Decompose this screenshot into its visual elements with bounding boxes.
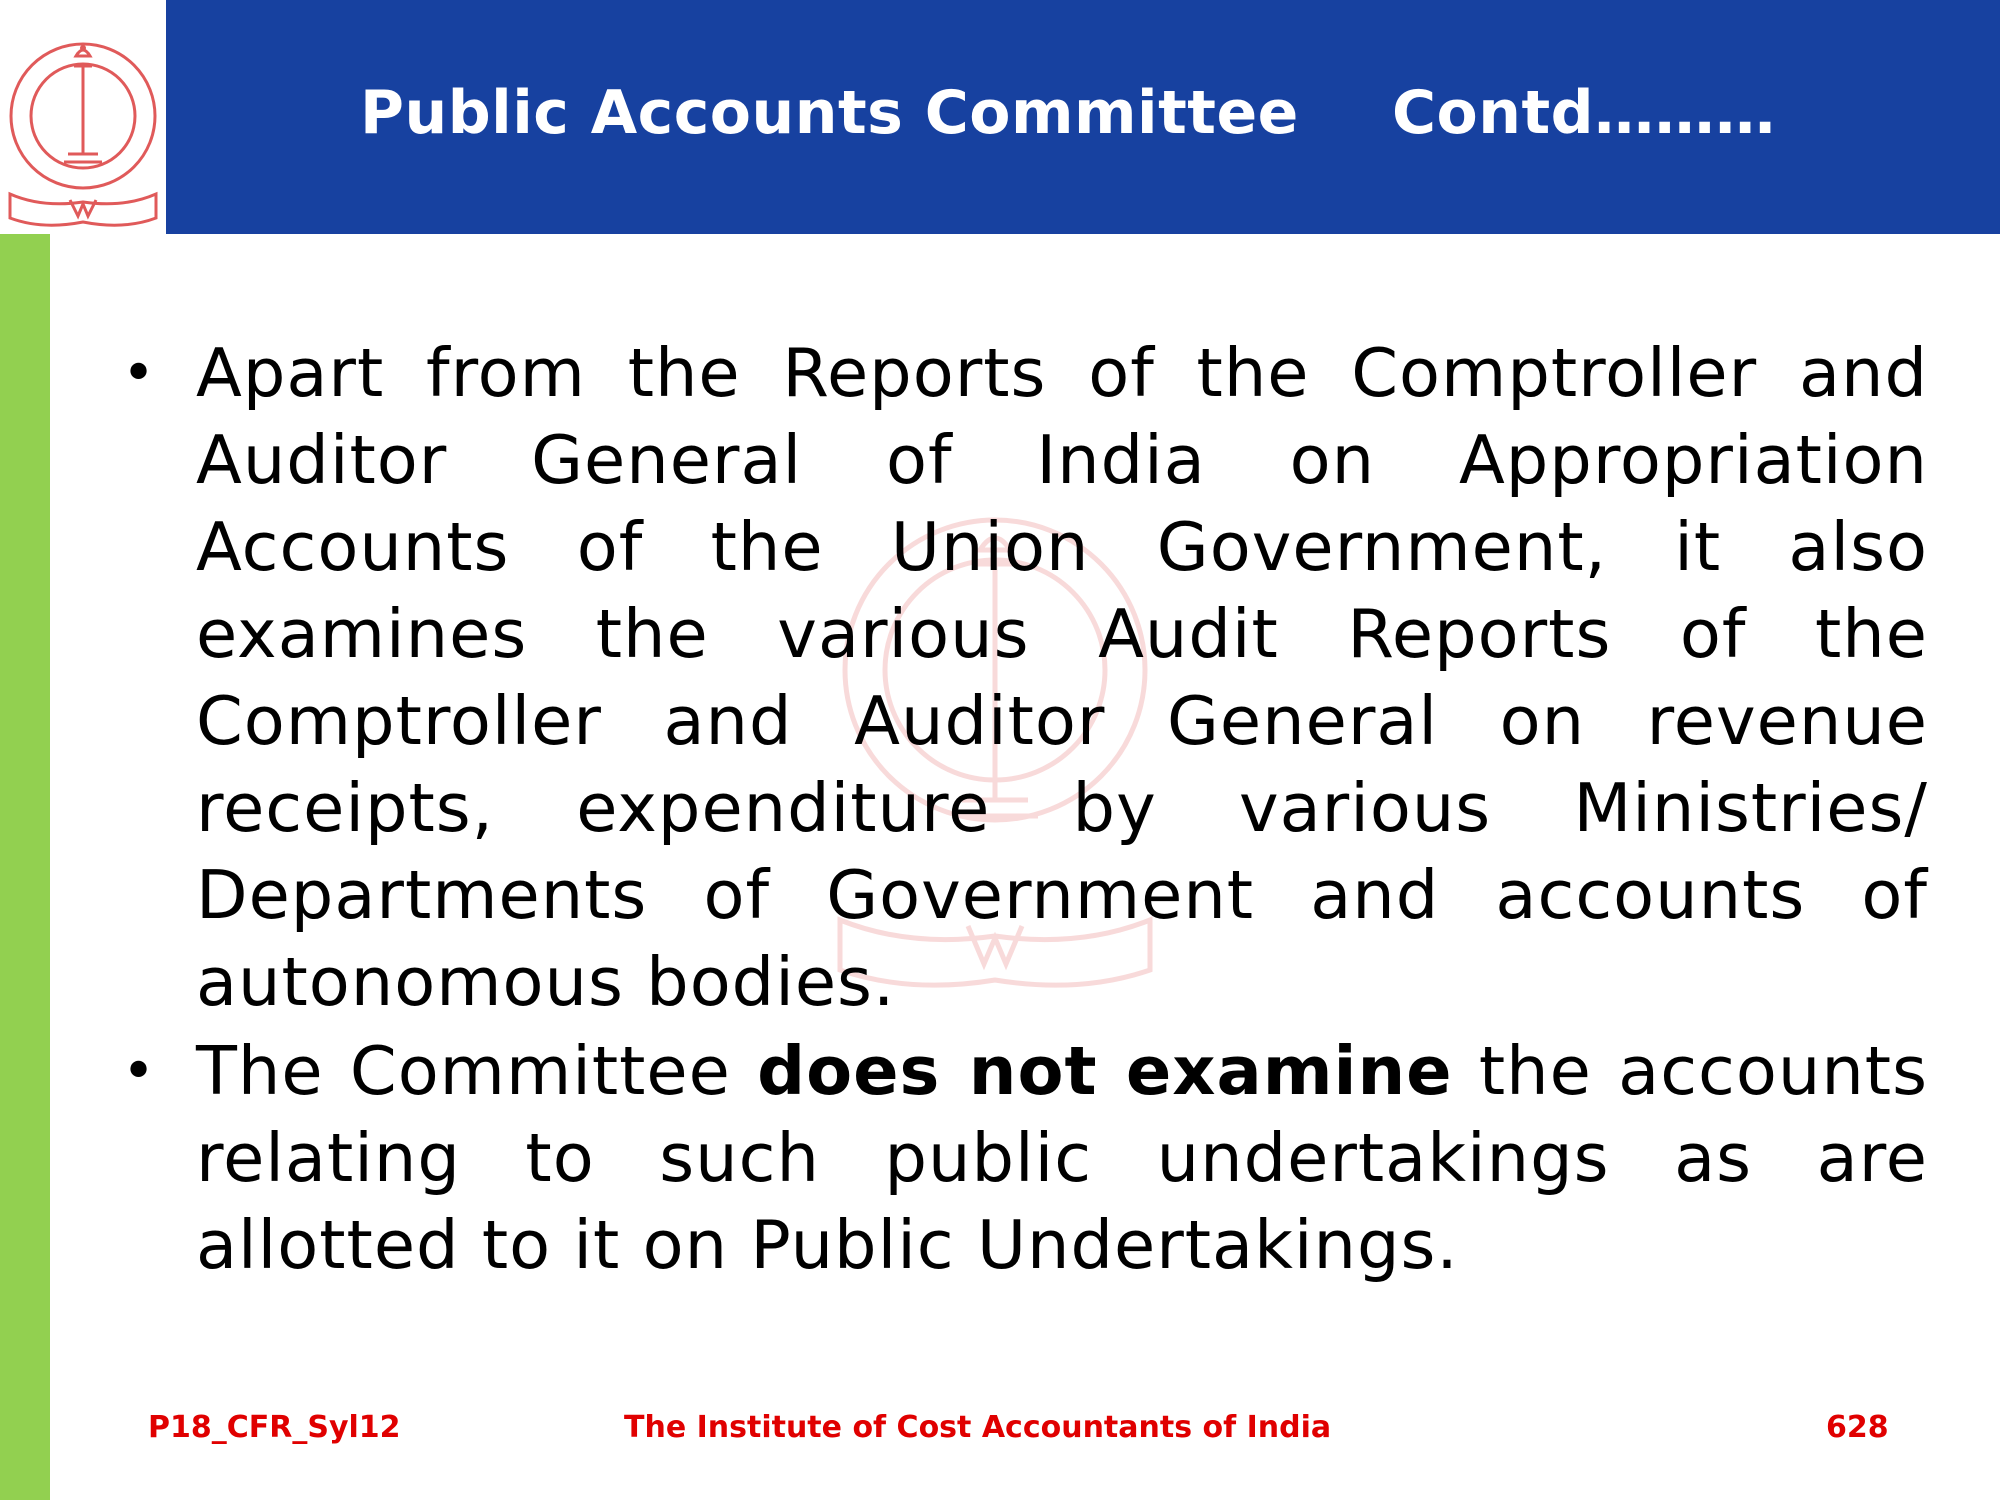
bullet-dot-icon: •: [122, 341, 157, 406]
bullet-item-2: [118, 1028, 1928, 1289]
footer-page-number: 628: [1826, 1410, 1889, 1445]
bullet-1-text: Apart from the Reports of the Comptroller and Auditor General of India on Appropriation Accounts of the Union Government, it also examines the various Audit Reports of the Comptroller and Auditor General on revenue receipts, expenditure by various Ministries/ Departments of Government and accounts of autonomous bodies.: [196, 334, 1928, 1021]
bullet-2-text-after: the accounts relating to such public undertakings as are allotted to it on Public Undertakings.: [196, 1032, 1928, 1284]
title-banner: [166, 0, 2000, 234]
bullet-2-text-before: The Committee: [196, 1032, 758, 1110]
footer-course-code: P18_CFR_Syl12: [148, 1410, 401, 1445]
bullet-2-emphasis: does not examine: [757, 1032, 1453, 1110]
side-accent-bar: [0, 234, 50, 1500]
bullet-item-1: [118, 330, 1928, 1026]
slide-title: Public Accounts Committee: [360, 78, 1299, 148]
slide-body: [118, 330, 1928, 1289]
institute-logo-icon: [2, 4, 164, 232]
logo-container: [0, 0, 166, 234]
bullet-dot-icon: •: [122, 1039, 157, 1104]
footer-institute-name: The Institute of Cost Accountants of India: [624, 1410, 1332, 1445]
continued-label: Contd………: [1392, 78, 1776, 148]
